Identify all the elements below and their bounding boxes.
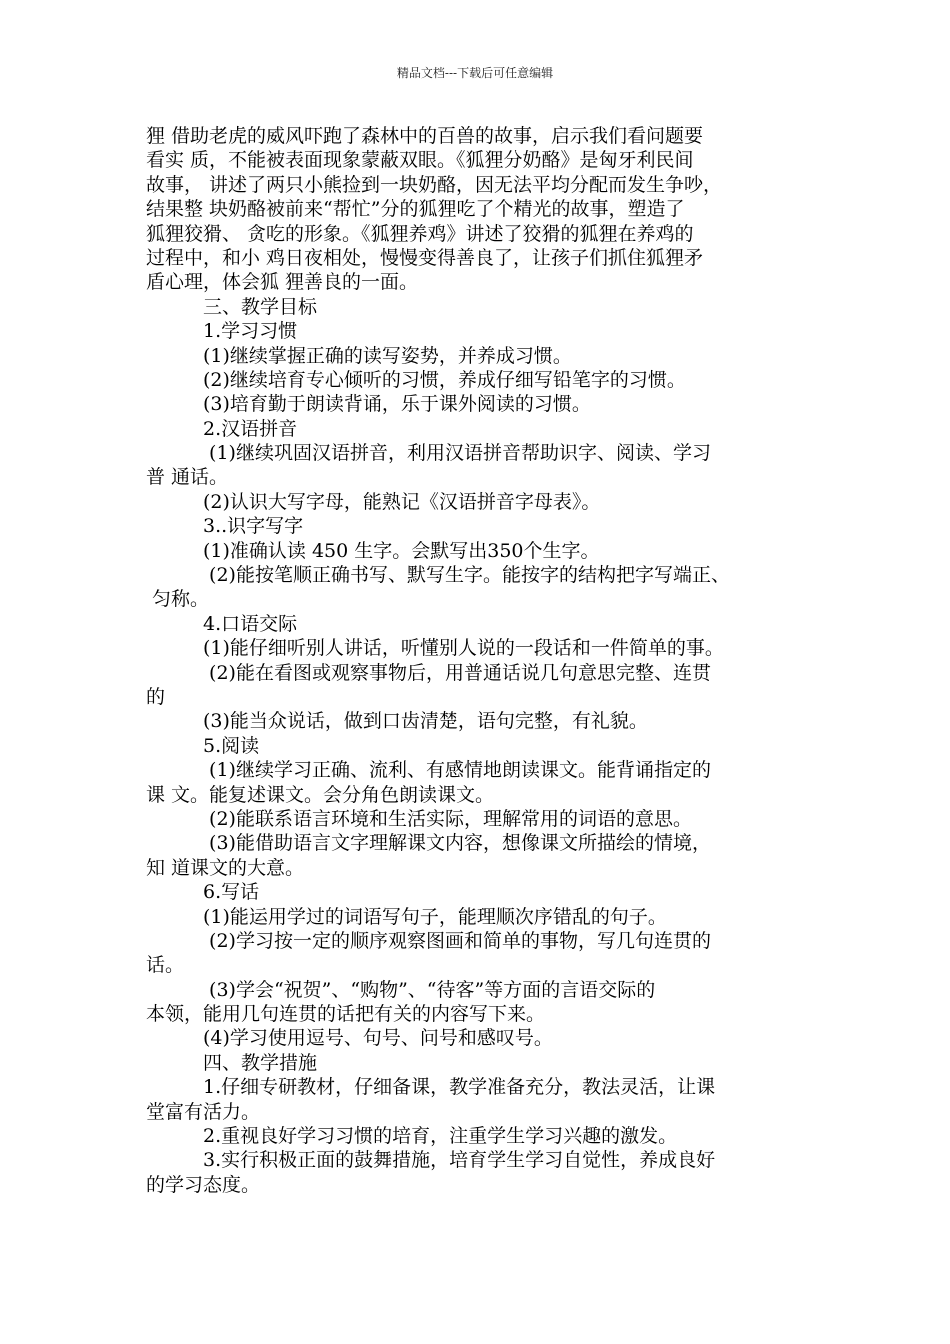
text-line: 三、教学目标	[203, 295, 318, 318]
text-line: 匀称。	[146, 588, 210, 611]
text-line: 普 通话。	[146, 466, 229, 489]
text-line: 2.重视良好学习习惯的培育，注重学生学习兴趣的激发。	[203, 1125, 678, 1148]
text-line: (1)能运用学过的词语写句子，能理顺次序错乱的句子。	[203, 905, 667, 928]
text-line: (3)能借助语言文字理解课文内容，想像课文所描绘的情境，	[203, 832, 711, 855]
text-line: 课 文。能复述课文。会分角色朗读课文。	[146, 783, 495, 806]
text-line: 6.写话	[203, 881, 260, 904]
text-line: 过程中，和小 鸡日夜相处，慢慢变得善良了，让孩子们抓住狐狸矛	[146, 246, 704, 269]
text-line: 1.学习习惯	[203, 320, 298, 343]
text-line: 四、教学措施	[203, 1051, 318, 1074]
text-line: 3.实行积极正面的鼓舞措施，培育学生学习自觉性，养成良好	[203, 1149, 716, 1172]
text-line: 的	[146, 685, 166, 708]
text-line: (2)继续培育专心倾听的习惯，养成仔细写铅笔字的习惯。	[203, 368, 686, 391]
text-line: (2)学习按一定的顺序观察图画和简单的事物，写几句连贯的	[203, 929, 711, 952]
text-line: 5.阅读	[203, 734, 260, 757]
text-line: 盾心理，体会狐 狸善良的一面。	[146, 271, 419, 294]
text-line: (1)准确认读 450 生字。会默写出350个生字。	[203, 539, 600, 562]
text-line: (2)认识大写字母，能熟记《汉语拼音字母表》。	[203, 490, 601, 513]
text-line: (1)继续掌握正确的读写姿势，并养成习惯。	[203, 344, 572, 367]
text-line: 话。	[146, 954, 185, 977]
text-line: (1)能仔细听别人讲话，听懂别人说的一段话和一件简单的事。	[203, 637, 724, 660]
text-line: 的学习态度。	[146, 1173, 261, 1196]
text-line: 堂富有活力。	[146, 1100, 261, 1123]
text-line: 狸 借助老虎的威风吓跑了森林中的百兽的故事，启示我们看问题要	[146, 125, 704, 147]
text-line: (2)能联系语言环境和生活实际，理解常用的词语的意思。	[203, 807, 692, 830]
document-body	[146, 124, 826, 1197]
text-line: 2.汉语拼音	[203, 417, 298, 440]
text-line: 看实 质，不能被表面现象蒙蔽双眼。《狐狸分奶酪》是匈牙利民间	[146, 149, 694, 172]
text-line: (4)学习使用逗号、句号、问号和感叹号。	[203, 1027, 553, 1050]
page-header: 精品文档---下载后可任意编辑	[396, 66, 554, 80]
text-line: 本领，能用几句连贯的话把有关的内容写下来。	[146, 1003, 546, 1026]
text-line: 1.仔细专研教材，仔细备课，教学准备充分，教法灵活，让课	[203, 1076, 716, 1099]
text-line: (3)学会“祝贺”、“购物”、“待客”等方面的言语交际的	[203, 978, 656, 1001]
text-line: (1)继续学习正确、流利、有感情地朗读课文。能背诵指定的	[203, 759, 711, 782]
text-line: 故事， 讲述了两只小熊捡到一块奶酪，因无法平均分配而发生争吵，	[146, 173, 723, 196]
text-line: (2)能在看图或观察事物后，用普通话说几句意思完整、连贯	[203, 661, 711, 684]
text-line: (2)能按笔顺正确书写、默写生字。能按字的结构把字写端正、	[203, 564, 730, 587]
text-line: (3)能当众说话，做到口齿清楚，语句完整，有礼貌。	[203, 710, 648, 733]
text-line: 3..识字写字	[203, 515, 304, 538]
text-line: 4.口语交际	[203, 612, 298, 635]
text-line: (1)继续巩固汉语拼音，利用汉语拼音帮助识字、阅读、学习	[203, 442, 711, 465]
text-line: (3)培育勤于朗读背诵，乐于课外阅读的习惯。	[203, 393, 591, 416]
text-line: 知 道课文的大意。	[146, 856, 305, 879]
text-line: 结果整 块奶酪被前来“帮忙”分的狐狸吃了个精光的故事，塑造了	[146, 198, 685, 221]
text-line: 狐狸狡猾、 贪吃的形象。《狐狸养鸡》讲述了狡猾的狐狸在养鸡的	[146, 222, 694, 245]
